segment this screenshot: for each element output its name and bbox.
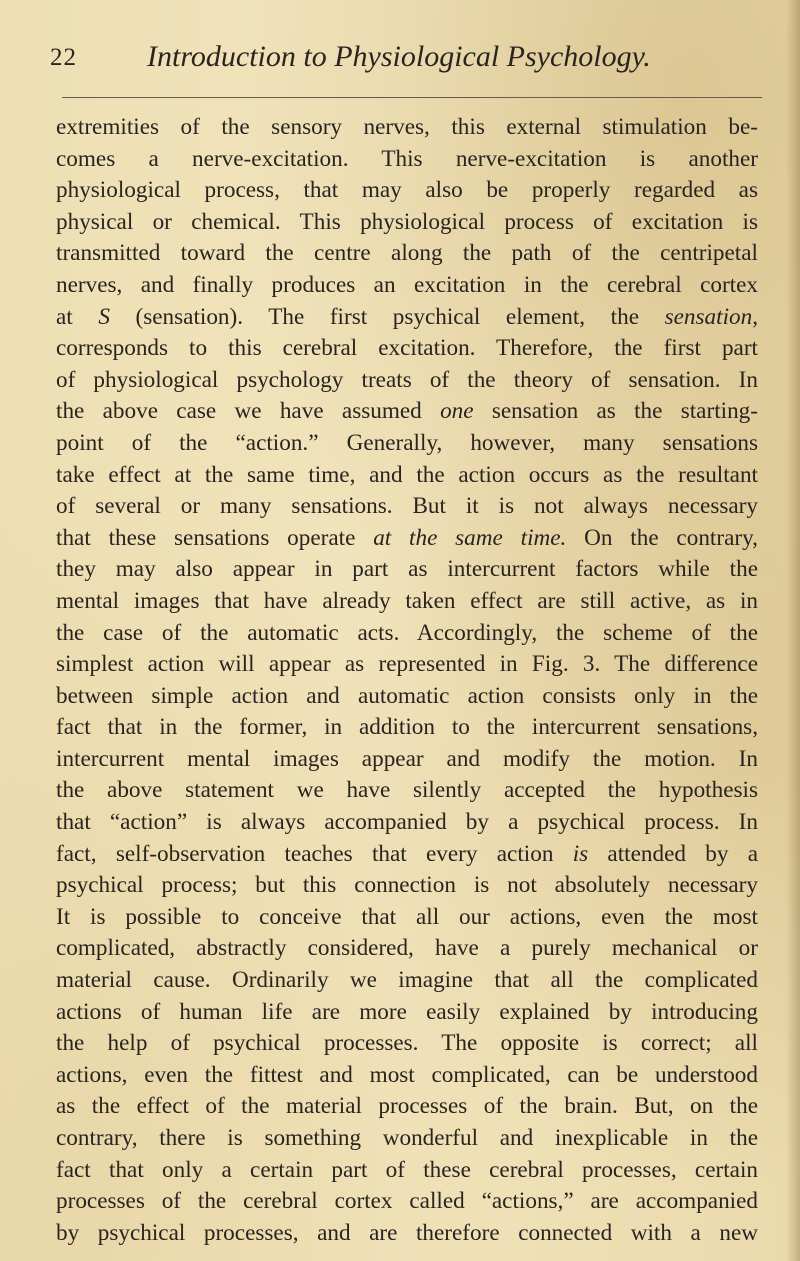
text-run: attended by a (588, 840, 758, 867)
text-run: the help of psychical processes. The opposite is correct; all (56, 1030, 758, 1057)
text-line (56, 523, 758, 555)
text-run: complicated, abstractly considered, have a purely mechanical or (56, 935, 758, 962)
text-run: the case of the automatic acts. Accordingly, the scheme of the (56, 619, 758, 646)
page-edge-shading (786, 0, 800, 1261)
text-line (56, 1218, 758, 1250)
text-line (56, 302, 758, 334)
text-run: extremities of the sensory nerves, this external stimulation be- (56, 114, 758, 140)
text-line (56, 775, 758, 807)
text-run: mental images that have already taken effect are still active, as in (56, 587, 758, 614)
text-line (56, 207, 758, 239)
text-line (56, 1091, 758, 1123)
text-run: simplest action will appear as represented in Fig. 3. The difference (56, 651, 758, 678)
text-run: take effect at the same time, and the action occurs as the resultant (56, 461, 758, 488)
text-run: corresponds to this cerebral excitation. Therefore, the first part (56, 335, 758, 362)
text-line (56, 807, 758, 839)
text-line (56, 618, 758, 650)
text-run: fact that only a certain part of these cerebral processes, certain (56, 1156, 758, 1183)
text-line (56, 460, 758, 492)
text-run: physiological process, that may also be properly regarded as (56, 177, 758, 204)
text-run: actions, even the fittest and most complicated, can be understood (56, 1061, 758, 1088)
text-line (56, 1186, 758, 1218)
text-line (56, 1123, 758, 1155)
text-run: at (56, 303, 99, 330)
text-line (56, 144, 758, 176)
text-run: It is possible to conceive that all our actions, even the most (56, 903, 758, 930)
text-run: comes a nerve-excitation. This nerve-excitation is another (56, 145, 758, 172)
italic-run: at the same time. (373, 524, 567, 551)
text-run: fact, self-observation teaches that every action (56, 840, 573, 867)
text-run: fact that in the former, in addition to the intercurrent sensations, (56, 714, 758, 741)
italic-run: S (98, 303, 110, 330)
text-run: (sensation). The first psychical element, the (109, 303, 665, 330)
text-run: they may also appear in part as intercurrent factors while the (56, 556, 758, 583)
running-title: Introduction to Physiological Psychology. (147, 40, 651, 73)
text-line (56, 1155, 758, 1187)
text-run: nerves, and finally produces an excitation in the cerebral cortex (56, 271, 758, 298)
text-run: intercurrent mental images appear and modify the motion. In (56, 745, 758, 772)
text-line (56, 270, 758, 302)
text-run: the above case we have assumed (56, 398, 441, 425)
text-run: , (752, 303, 758, 330)
body-paragraph (56, 112, 758, 1249)
text-line (56, 870, 758, 902)
text-run: transmitted toward the centre along the path of the centripetal (56, 240, 758, 267)
text-run: contrary, there is something wonderful and inexplicable in the (56, 1125, 758, 1151)
text-run: of physiological psychology treats of the theory of sensation. In (56, 366, 758, 393)
text-line (56, 586, 758, 618)
text-run: of several or many sensations. But it is not always necessary (56, 493, 758, 520)
text-line (56, 428, 758, 460)
text-line (56, 238, 758, 270)
header-rule (62, 97, 762, 98)
text-run: processes of the cerebral cortex called “actions,” are accompanied (56, 1188, 758, 1215)
text-run: physical or chemical. This physiological process of excitation is (56, 208, 758, 235)
text-line (56, 965, 758, 997)
text-line (56, 365, 758, 397)
text-run: the above statement we have silently accepted the hypothesis (56, 777, 758, 804)
text-line (56, 333, 758, 365)
text-run: as the effect of the material processes of the brain. But, on the (56, 1093, 758, 1120)
text-line (56, 712, 758, 744)
text-run: psychical process; but this connection is not absolutely necessary (56, 872, 758, 899)
text-run: point of the “action.” Generally, however, many sensations (56, 429, 758, 456)
text-line (56, 744, 758, 776)
italic-run: is (572, 840, 589, 867)
text-run: between simple action and automatic action consists only in the (56, 682, 758, 709)
text-run: sensation as the starting- (473, 398, 758, 425)
text-line (56, 396, 758, 428)
text-line (56, 902, 758, 934)
text-line (56, 554, 758, 586)
text-line (56, 112, 758, 144)
italic-run: one (440, 398, 474, 425)
italic-run: sensation (664, 303, 753, 330)
text-line (56, 1060, 758, 1092)
page-number: 22 (50, 44, 77, 71)
text-run: actions of human life are more easily explained by introducing (56, 998, 758, 1025)
text-line (56, 997, 758, 1029)
text-run: material cause. Ordinarily we imagine that all the complicated (56, 967, 758, 994)
text-run: that these sensations operate (56, 524, 374, 551)
text-line (56, 681, 758, 713)
text-run: On the contrary, (566, 524, 758, 551)
text-line (56, 491, 758, 523)
text-line (56, 933, 758, 965)
text-line (56, 839, 758, 871)
text-run: by psychical processes, and are therefore connected with a new (56, 1219, 758, 1246)
running-head (50, 40, 760, 80)
text-line (56, 1028, 758, 1060)
text-line (56, 175, 758, 207)
text-run: that “action” is always accompanied by a psychical process. In (56, 809, 758, 836)
text-line (56, 649, 758, 681)
